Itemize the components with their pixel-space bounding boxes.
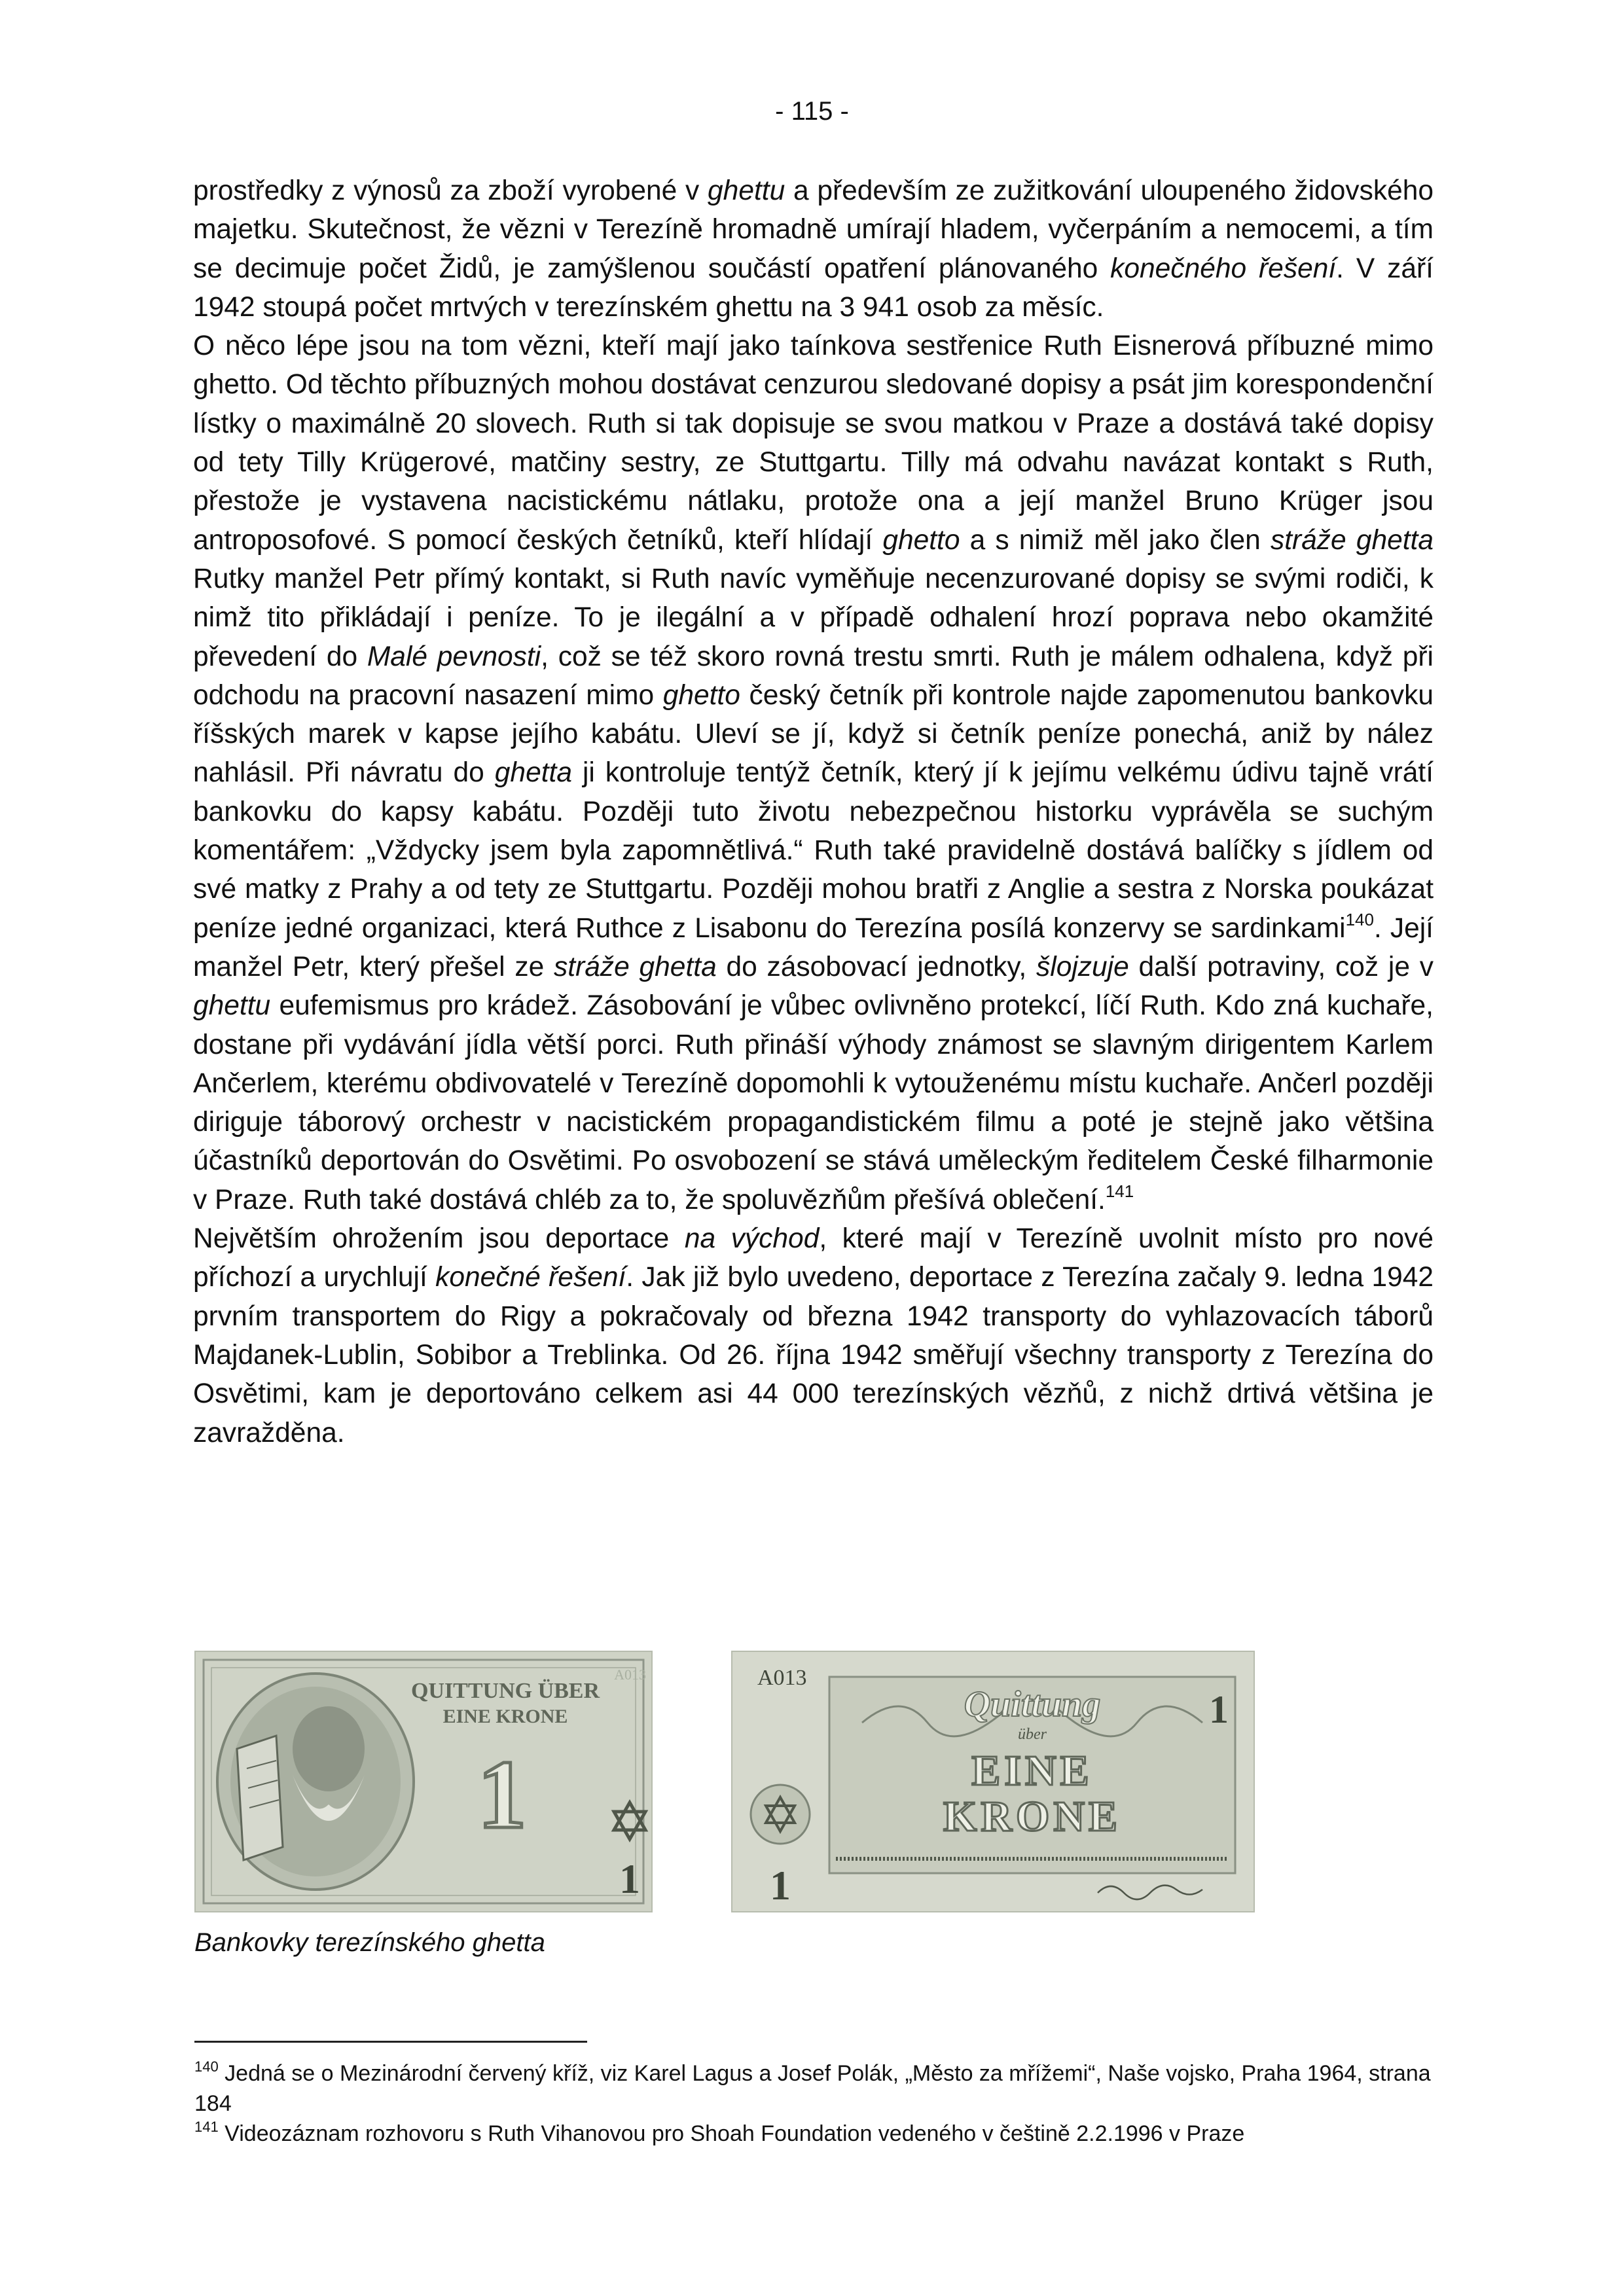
text-run: český četník při kontrole najde zapomenutou bankovku říšských marek v kapse jejího kabátu. Uleví se jí, když si četník peníze ponechá, aniž by nález nahlásil. Při návratu do (193, 679, 1434, 789)
body-text (193, 171, 1434, 1452)
emphasized-text: konečného řešení (1110, 253, 1337, 284)
moses-portrait-icon (217, 1674, 414, 1890)
banknote-back-denomination: 1 (1209, 1688, 1229, 1731)
banknote-back-line-1: EINE (971, 1747, 1093, 1795)
footnote (194, 2119, 1438, 2149)
banknote-front-title-1: QUITTUNG ÜBER (410, 1679, 600, 1703)
footnote-number: 141 (194, 2119, 219, 2135)
image-caption: Bankovky terezínského ghetta (194, 1928, 545, 1957)
banknote-back (731, 1651, 1255, 1912)
footnote (194, 2058, 1438, 2119)
paragraph (193, 171, 1434, 327)
text-run: O něco lépe jsou na tom vězni, kteří mají jako taínkova sestřenice Ruth Eisnerová příbuzné mimo ghetto. Od těchto příbuzných mohou dostávat cenzurou sledované dopisy a psát jim korespondenční lístky o maximálně 20 slovech. Ruth si tak dopisuje se svou matkou v Praze a dostává také dopisy od tety Tilly Krügerové, matčiny sestry, ze Stuttgartu. Tilly má odvahu navázat kontakt s Ruth, přestože je vystavena nacistickému nátlaku, protože ona a její manžel Bruno Krüger jsou antroposofové. S pomocí českých četníků, kteří hlídají (193, 331, 1434, 556)
banknote-images (194, 1651, 1255, 1912)
text-run: , což se též skoro rovná trestu smrti. Ruth je málem odhalena, když při odchodu na pracovní nasazení mimo (193, 641, 1434, 711)
text-run: . Jak již bylo uvedeno, deportace z Terezína začaly 9. ledna 1942 prvním transportem do Rigy a pokračovaly od března 1942 transporty do vyhlazovacích táborů Majdanek-Lublin, Sobibor a Treblinka. Od 26. října 1942 směřují všechny transporty z Terezína do Osvětimi, kam je deportováno celkem asi 44 000 terezínských vězňů, z nichž drtivá většina je zavražděna. (193, 1262, 1434, 1448)
paragraph (193, 327, 1434, 1219)
emphasized-text: konečné řešení (435, 1262, 626, 1293)
footnotes (194, 2058, 1438, 2149)
emphasized-text: ghetto (662, 679, 740, 711)
star-of-david-icon (614, 1803, 645, 1839)
banknote-front (194, 1651, 653, 1912)
text-run: Největším ohrožením jsou deportace (193, 1223, 685, 1255)
footnote-separator (194, 2041, 587, 2043)
emphasized-text: šlojzuje (1036, 951, 1129, 982)
text-run: Rutky manžel Petr přímý kontakt, si Ruth navíc vyměňuje necenzurované dopisy se svými rodiči, k nimž tito přikládají i peníze. To je ilegální a v případě odhalení hrozí poprava nebo okamžité převedení do (193, 563, 1434, 672)
emphasized-text: stráže ghetta (554, 951, 717, 982)
star-of-david-medallion-icon (751, 1785, 810, 1844)
banknote-front-serial: A013 (614, 1666, 646, 1683)
text-run: do zásobovací jednotky, (716, 951, 1037, 982)
text-run: eufemismus pro krádež. Zásobování je vůbec ovlivněno protekcí, líčí Ruth. Kdo zná kuchaře, dostane při vydávání jídla větší porci. Ruth přináší výhody známost se slavným dirigentem Karlem Ančerlem, kterému obdivovatelé v Terezíně dopomohli k vytouženému místu kuchaře. Ančerl později diriguje táborový orchestr v nacistickém propagandistickém filmu a poté je stejně jako většina účastníků deportován do Osvětimi. Po osvobození se stává uměleckým ředitelem České filharmonie v Praze. Ruth také dostává chléb za to, že spoluvězňům přešívá oblečení. (193, 990, 1434, 1215)
text-run: . Její manžel Petr, který přešel ze (193, 912, 1434, 982)
banknote-back-serial: A013 (757, 1666, 807, 1690)
text-run: , které mají v Terezíně uvolnit místo pro nové příchozí a urychlují (193, 1223, 1434, 1293)
emphasized-text: ghetto (882, 524, 960, 556)
banknote-front-corner-value: 1 (619, 1856, 640, 1902)
signature-icon (1098, 1886, 1202, 1899)
emphasized-text: ghetta (494, 757, 572, 789)
emphasized-text: ghettu (193, 990, 271, 1022)
paragraph (193, 1219, 1434, 1452)
banknote-back-corner-value: 1 (770, 1862, 791, 1909)
footnote-text: Jedná se o Mezinárodní červený kříž, viz Karel Lagus a Josef Polák, „Město za mřížemi“, Naše vojsko, Praha 1964, strana 184 (194, 2061, 1431, 2116)
emphasized-text: na východ (684, 1223, 820, 1255)
emphasized-text: ghettu (708, 175, 785, 206)
footnote-reference: 140 (1345, 909, 1374, 929)
text-run: ji kontroluje tentýž četník, který jí k jejímu velkému údivu tajně vrátí bankovku do kapsy kabátu. Později tuto životu nebezpečnou historku vyprávěla se suchým komentářem: „Vždycky jsem byla zapomnětlivá.“ Ruth také pravidelně dostává balíčky s jídlem od své matky z Prahy a od tety ze Stuttgartu. Později mohou bratři z Anglie a sestra z Norska poukázat peníze jedné organizaci, která Ruthce z Lisabonu do Terezína posílá konzervy se sardinkami (193, 757, 1434, 944)
banknote-back-line-2: KRONE (943, 1793, 1122, 1840)
banknote-front-title-2: EINE KRONE (442, 1706, 568, 1727)
emphasized-text: Malé pevnosti (367, 641, 541, 672)
text-run: a především ze zužitkování uloupeného židovského majetku. Skutečnost, že vězni v Terezíně hromadně umírají hladem, vyčerpáním a nemocemi, a tím se decimuje počet Židů, je zamýšlenou součástí opatření plánovaného (193, 175, 1434, 284)
footnote-reference: 141 (1105, 1181, 1134, 1201)
footnote-text: Videozáznam rozhovoru s Ruth Vihanovou pro Shoah Foundation vedeného v češtině 2.2.1996 v Praze (218, 2121, 1245, 2146)
text-run: další potraviny, což je v (1128, 951, 1434, 982)
page-number: - 115 - (775, 97, 849, 126)
banknote-back-subtitle: über (1018, 1726, 1047, 1743)
text-run: prostředky z výnosů za zboží vyrobené v (193, 175, 708, 206)
banknote-front-denomination: 1 (477, 1740, 527, 1849)
emphasized-text: stráže ghetta (1270, 524, 1434, 556)
banknote-back-script-title: Quittung (964, 1684, 1101, 1725)
text-run: a s nimiž měl jako člen (960, 524, 1271, 556)
text-run: . V září 1942 stoupá počet mrtvých v terezínském ghettu na 3 941 osob za měsíc. (193, 253, 1434, 323)
footnote-number: 140 (194, 2058, 219, 2075)
